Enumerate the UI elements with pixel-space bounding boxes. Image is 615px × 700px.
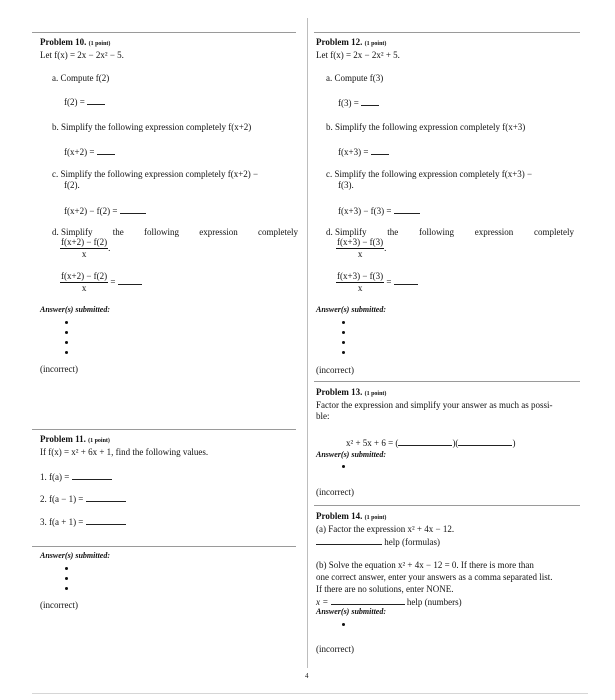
part-b-statement: (b) Solve the equation x² + 4x − 12 = 0. If there is more than [316, 560, 534, 570]
item-row [40, 471, 112, 483]
part-b-answer-label: f(x+3) = [338, 147, 369, 157]
part-b-answer-label: f(x+2) = [64, 147, 95, 157]
part-b-answer-input[interactable] [371, 146, 389, 155]
equals-sign: = [386, 276, 392, 287]
fraction-denominator: x [357, 283, 363, 294]
problem-title: Problem 14. [316, 511, 363, 521]
item-label: 1. f(a) = [40, 472, 70, 482]
part-d-answer-row [336, 271, 418, 295]
status-text: (incorrect) [316, 365, 354, 375]
part-b-statement-cont: one correct answer, enter your answers as a comma separated list. [316, 572, 553, 582]
item-answer-input[interactable] [86, 493, 126, 502]
part-a-statement: (a) Factor the expression x² + 4x − 12. [316, 524, 455, 534]
x-label: x = [316, 597, 329, 607]
status-text: (incorrect) [316, 644, 354, 654]
part-b-statement-cont: If there are no solutions, enter NONE. [316, 584, 454, 594]
item-label: 3. f(a + 1) = [40, 517, 84, 527]
submitted-answers-dots [342, 623, 346, 633]
item-answer-input[interactable] [86, 516, 126, 525]
help-numbers-link[interactable]: help (numbers) [406, 597, 462, 607]
fraction-numerator: f(x+2) − f(2) [60, 271, 108, 283]
problem-points: (1 point) [88, 438, 110, 444]
fraction-numerator: f(x+3) − f(3) [336, 271, 384, 283]
problem-14-rule [314, 505, 580, 506]
submitted-answers-dots [65, 321, 69, 361]
part-d-answer-input[interactable] [118, 276, 142, 285]
problem-10-rule [32, 32, 296, 33]
problem-points: (1 point) [88, 41, 111, 47]
page-number: 4 [305, 672, 309, 680]
answers-rule [32, 546, 296, 547]
submitted-answers-dots [65, 567, 69, 597]
problem-title: Problem 12. [316, 37, 363, 47]
problem-title: Problem 10. [40, 37, 87, 47]
problem-10-heading [40, 37, 110, 49]
part-d-word: d. Simplify [52, 227, 93, 237]
part-c-answer-label: f(x+2) − f(2) = [64, 206, 118, 216]
part-c-label: c. Simplify the following expression completely f(x+2) − [52, 169, 259, 179]
part-d-word: following [143, 227, 179, 237]
submitted-answers-dots [342, 321, 346, 361]
problem-14-heading [316, 511, 386, 523]
part-a-answer-input[interactable] [87, 96, 105, 105]
solutions-answer-input[interactable] [331, 596, 405, 605]
part-d-word: the [112, 227, 124, 237]
factor-expression-row [346, 437, 515, 449]
equals-sign: = [110, 276, 116, 287]
problem-title: Problem 11. [40, 434, 86, 444]
fraction-numerator: f(x+2) − f(2) [60, 237, 108, 249]
part-d-word: d. Simplify [326, 227, 367, 237]
problem-statement: Let f(x) = 2x − 2x² + 5. [316, 50, 400, 60]
part-b-answer-input[interactable] [97, 146, 115, 155]
problem-statement: Let f(x) = 2x − 2x² − 5. [40, 50, 124, 60]
part-a-answer-label: f(2) = [64, 97, 85, 107]
part-a-answer-input[interactable] [361, 97, 379, 106]
status-text: (incorrect) [40, 364, 78, 374]
problem-statement: Factor the expression and simplify your answer as much as possi- [316, 400, 553, 410]
part-c-answer-label: f(x+3) − f(3) = [338, 206, 392, 216]
part-d-word: expression [474, 227, 514, 237]
item-row [40, 493, 126, 505]
part-d-fraction: $\frac{f(x+3) - f(3)}{x}$ . [337, 237, 387, 260]
answers-submitted-label: Answer(s) submitted: [316, 305, 387, 314]
page-bottom-rule [32, 693, 588, 694]
problem-13-heading [316, 387, 386, 399]
part-a-answer-row [338, 97, 379, 109]
part-c-answer-input[interactable] [120, 205, 146, 214]
problem-11-rule [32, 429, 296, 430]
part-b-answer-row [338, 146, 389, 158]
problem-points: (1 point) [364, 515, 387, 521]
problem-12-heading [316, 37, 386, 49]
fraction-denominator: x [357, 249, 363, 260]
fraction-numerator: f(x+3) − f(3) [336, 237, 384, 249]
part-a-answer-label: f(3) = [338, 98, 359, 108]
status-text: (incorrect) [40, 600, 78, 610]
part-d-answer-input[interactable] [394, 276, 418, 285]
factor-answer-input[interactable] [316, 536, 382, 545]
answers-submitted-label: Answer(s) submitted: [316, 450, 387, 459]
problem-13-rule [314, 381, 580, 382]
part-c-answer-row [64, 205, 146, 217]
part-b-answer-row [64, 146, 115, 158]
part-d-word: following [418, 227, 454, 237]
problem-statement-cont: ble: [316, 411, 330, 421]
part-a-answer-row [316, 536, 440, 548]
part-d-word: the [387, 227, 399, 237]
factor-separator: )( [452, 438, 459, 448]
part-a-label: a. Compute f(3) [326, 73, 384, 83]
problem-points: (1 point) [364, 391, 387, 397]
part-d-answer-row [60, 271, 142, 295]
column-divider [307, 18, 308, 668]
part-c-answer-input[interactable] [394, 205, 420, 214]
problem-11-heading [40, 434, 110, 446]
part-b-label: b. Simplify the following expression completely f(x+3) [326, 122, 526, 132]
answers-submitted-label: Answer(s) submitted: [40, 551, 111, 560]
part-d-word: expression [199, 227, 238, 237]
part-d-word: completely [257, 227, 298, 237]
problem-statement: If f(x) = x² + 6x + 1, find the following values. [40, 447, 209, 457]
problem-12-rule [314, 32, 580, 33]
part-d-word: completely [533, 227, 574, 237]
problem-points: (1 point) [364, 41, 387, 47]
part-a-label: a. Compute f(2) [52, 73, 110, 83]
answers-submitted-label: Answer(s) submitted: [40, 305, 111, 314]
item-row [40, 516, 126, 528]
fraction-denominator: x [81, 249, 87, 260]
fraction-denominator: x [81, 283, 87, 294]
answers-submitted-label: Answer(s) submitted: [316, 607, 387, 616]
factor-2-input[interactable] [458, 437, 512, 446]
submitted-answers-dots [342, 465, 346, 475]
part-c-answer-row [338, 205, 420, 217]
part-c-label-cont: f(3). [338, 180, 354, 190]
factor-expression: x² + 5x + 6 = ( [346, 438, 399, 448]
item-label: 2. f(a − 1) = [40, 494, 84, 504]
help-formulas-link[interactable]: help (formulas) [384, 537, 440, 547]
part-c-label-cont: f(2). [64, 180, 80, 190]
factor-close: ) [512, 438, 516, 448]
status-text: (incorrect) [316, 487, 354, 497]
part-a-answer-row [64, 96, 105, 108]
part-d-fraction: $\frac{f(x+2) - f(2)}{x}$ . [61, 237, 111, 260]
item-answer-input[interactable] [72, 471, 112, 480]
part-c-label: c. Simplify the following expression completely f(x+3) − [326, 169, 533, 179]
factor-1-input[interactable] [398, 437, 452, 446]
problem-title: Problem 13. [316, 387, 363, 397]
part-b-label: b. Simplify the following expression completely f(x+2) [52, 122, 252, 132]
